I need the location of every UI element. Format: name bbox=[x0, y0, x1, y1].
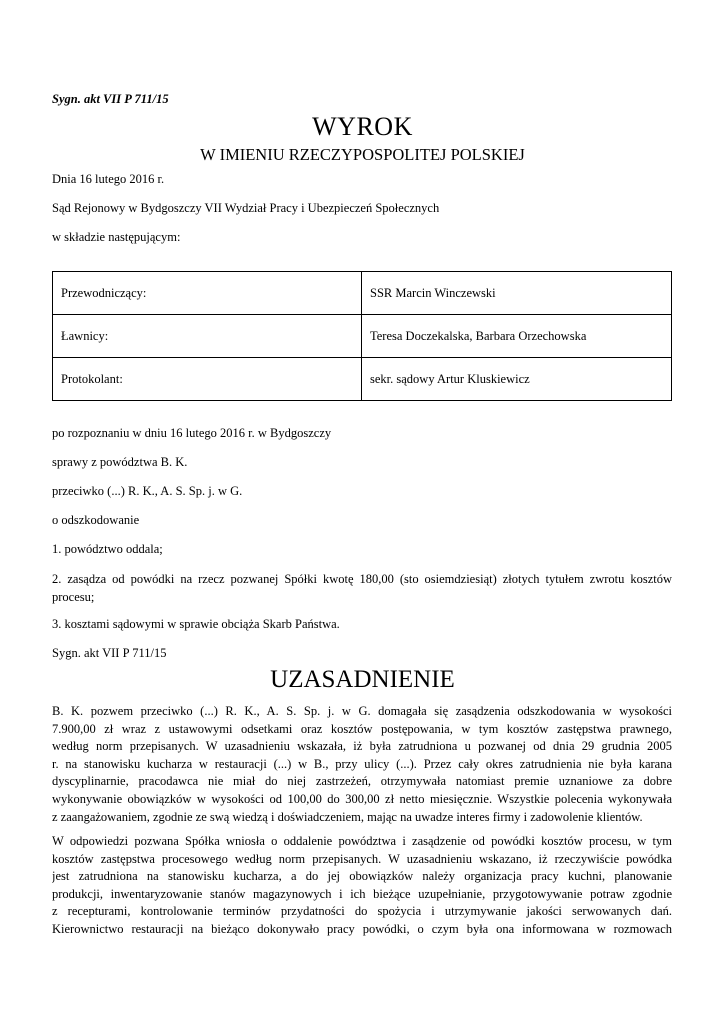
person-cell: SSR Marcin Winczewski bbox=[362, 272, 672, 315]
role-cell: Protokolant: bbox=[53, 358, 362, 401]
person-cell: Teresa Doczekalska, Barbara Orzechowska bbox=[362, 315, 672, 358]
composition-intro: w składzie następującym: bbox=[52, 230, 181, 244]
table-row bbox=[53, 272, 672, 315]
text-line: 2. zasądza od powódki na rzecz pozwanej Spółki kwotę 180,00 (sto osiemdziesiąt) złotych tytułem zwrotu kosztów bbox=[52, 572, 672, 586]
ruling-item bbox=[52, 571, 672, 606]
text-line: 7.900,00 zł wraz z ustawowymi odsetkami oraz kosztów postępowania, w tym kosztów zastępstwa prawnego, bbox=[52, 721, 672, 736]
text-line: procesu; bbox=[52, 589, 95, 604]
judgment-date: Dnia 16 lutego 2016 r. bbox=[52, 172, 165, 186]
person-cell: sekr. sądowy Artur Kluskiewicz bbox=[362, 358, 672, 401]
text-line: B. K. pozwem przeciwko (...) R. K., A. S. Sp. j. w G. domagała się zasądzenia odszkodowania w wysokości bbox=[52, 704, 672, 718]
table-row bbox=[53, 315, 672, 358]
justification-paragraph bbox=[52, 703, 672, 826]
defendant: przeciwko (...) R. K., A. S. Sp. j. w G. bbox=[52, 484, 243, 498]
text-line: z recepturami, kontrolowanie terminów przydatności do spożycia i utrzymywanie jakości serwowanych dań. bbox=[52, 904, 672, 919]
role-cell: Ławnicy: bbox=[53, 315, 362, 358]
text-line: dyscyplinarnie, pracodawca nie miał do niej zastrzeżeń, otrzymywała natomiast premie uznaniowe za dobre bbox=[52, 774, 672, 789]
text-line: kosztów zastępstwa procesowego według norm przepisanych. W uzasadnieniu wskazano, iż rzeczywiście powódka bbox=[52, 851, 672, 866]
court-composition-table bbox=[52, 271, 672, 401]
table-row bbox=[53, 358, 672, 401]
text-line: r. na stanowisku kucharza w restauracji (...) w B., przy ulicy (...). Przez cały okres zatrudnienia nie była karana bbox=[52, 756, 672, 771]
text-line: według norm przepisanych. W uzasadnieniu wskazała, iż była zatrudniona u pozwanej od dnia 29 grudnia 2005 bbox=[52, 739, 672, 754]
claimant: sprawy z powództwa B. K. bbox=[52, 455, 188, 469]
case-subject: o odszkodowanie bbox=[52, 513, 140, 527]
role-cell: Przewodniczący: bbox=[53, 272, 362, 315]
hearing-info: po rozpoznaniu w dniu 16 lutego 2016 r. w Bydgoszczy bbox=[52, 426, 332, 440]
ruling-item: 3. kosztami sądowymi w sprawie obciąża Skarb Państwa. bbox=[52, 617, 340, 631]
text-line: wykonywanie obowiązków w wysokości od 100,00 do 300,00 zł netto miesięcznie. Wszystkie polecenia wykonywała bbox=[52, 791, 672, 806]
case-signature: Sygn. akt VII P 711/15 bbox=[52, 92, 169, 106]
text-line: jest zatrudniona na stanowisku kucharza, a do jej obowiązków należy organizacja pracy kuchni, planowanie bbox=[52, 869, 672, 884]
document-subtitle: W IMIENIU RZECZYPOSPOLITEJ POLSKIEJ bbox=[200, 145, 525, 164]
document-title: WYROK bbox=[312, 112, 413, 141]
court-name: Sąd Rejonowy w Bydgoszczy VII Wydział Pracy i Ubezpieczeń Społecznych bbox=[52, 201, 440, 215]
case-signature-repeat: Sygn. akt VII P 711/15 bbox=[52, 646, 167, 660]
justification-title: UZASADNIENIE bbox=[270, 666, 455, 693]
justification-paragraph bbox=[52, 833, 672, 939]
text-line: z zaangażowaniem, zgodnie ze swą wiedzą i doświadczeniem, mając na uwadze interes firmy i zadowolenie klientów. bbox=[52, 809, 643, 824]
text-line: W odpowiedzi pozwana Spółka wniosła o oddalenie powództwa i zasądzenie od powódki kosztów procesu, w tym bbox=[52, 834, 672, 848]
text-line: Kierownictwo restauracji na bieżąco dokonywało pracy powódki, o czym była ona informowana w rozmowach bbox=[52, 921, 672, 936]
ruling-item: 1. powództwo oddala; bbox=[52, 542, 163, 556]
text-line: produkcji, inwentaryzowanie stanów magazynowych i ich bieżące uzupełnianie, przygotowywanie potraw zgodnie bbox=[52, 886, 672, 901]
